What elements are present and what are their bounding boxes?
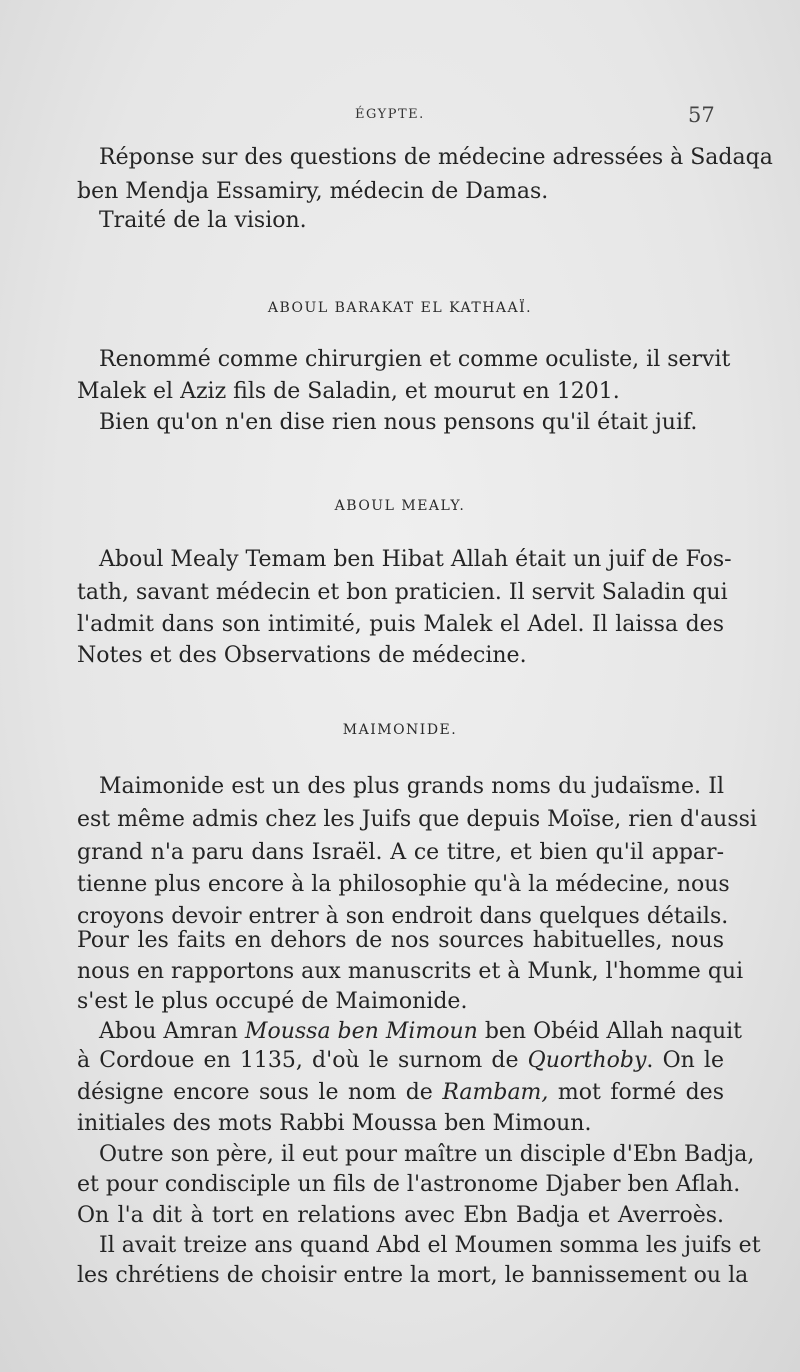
- text-line: Bien qu'on n'en dise rien nous pensons qu'il était juif.: [99, 410, 698, 435]
- text-line: les chrétiens de choisir entre la mort, le bannissement ou la: [77, 1263, 749, 1288]
- text-line: nous en rapportons aux manuscrits et à Munk, l'homme qui: [77, 959, 744, 984]
- running-head: ÉGYPTE.: [355, 107, 425, 122]
- text-line: Pour les faits en dehors de nos sources habituelles, nous: [77, 928, 724, 953]
- section-heading-aboul-barakat: ABOUL BARAKAT EL KATHAAÏ.: [267, 300, 533, 316]
- text-line: Réponse sur des questions de médecine adressées à Sadaqa: [99, 145, 773, 170]
- text-line: croyons devoir entrer à son endroit dans quelques détails.: [77, 904, 729, 929]
- section-heading-aboul-mealy: ABOUL MEALY.: [334, 498, 466, 514]
- italic-name: Quorthoby: [527, 1048, 647, 1073]
- text-line: tienne plus encore à la philosophie qu'à la médecine, nous: [77, 872, 730, 897]
- text-line: grand n'a paru dans Israël. A ce titre, et bien qu'il appar-: [77, 840, 724, 865]
- text-line: Maimonide est un des plus grands noms du judaïsme. Il: [99, 774, 724, 799]
- text-line: tath, savant médecin et bon praticien. Il servit Saladin qui: [77, 580, 728, 605]
- text-line: l'admit dans son intimité, puis Malek el Adel. Il laissa des: [77, 612, 724, 637]
- page-number: 57: [688, 103, 715, 127]
- text-line: Aboul Mealy Temam ben Hibat Allah était un juif de Fos-: [99, 547, 732, 572]
- text-line: à Cordoue en 1135, d'où le surnom de Quorthoby. On le: [77, 1048, 724, 1073]
- text-line: Renommé comme chirurgien et comme oculiste, il servit: [99, 347, 731, 372]
- text-line: Malek el Aziz fils de Saladin, et mourut en 1201.: [77, 379, 620, 404]
- text-line: Il avait treize ans quand Abd el Moumen somma les juifs et: [99, 1233, 761, 1258]
- text-line: et pour condisciple un fils de l'astronome Djaber ben Aflah.: [77, 1172, 741, 1197]
- text-line: Traité de la vision.: [99, 208, 307, 233]
- text-line: Notes et des Observations de médecine.: [77, 643, 527, 668]
- text-line: Abou Amran Moussa ben Mimoun ben Obéid Allah naquit: [99, 1019, 742, 1044]
- italic-name: Rambam,: [442, 1080, 549, 1105]
- italic-name: Moussa ben Mimoun: [244, 1019, 478, 1044]
- section-heading-maimonide: MAIMONIDE.: [342, 722, 458, 738]
- text-line: ben Mendja Essamiry, médecin de Damas.: [77, 179, 549, 204]
- text-line: désigne encore sous le nom de Rambam, mot formé des: [77, 1080, 724, 1105]
- text-line: s'est le plus occupé de Maimonide.: [77, 989, 468, 1014]
- text-line: Outre son père, il eut pour maître un disciple d'Ebn Badja,: [99, 1142, 755, 1167]
- text-line: est même admis chez les Juifs que depuis Moïse, rien d'aussi: [77, 807, 757, 832]
- text-line: initiales des mots Rabbi Moussa ben Mimoun.: [77, 1111, 592, 1136]
- text-line: On l'a dit à tort en relations avec Ebn Badja et Averroès.: [77, 1203, 724, 1228]
